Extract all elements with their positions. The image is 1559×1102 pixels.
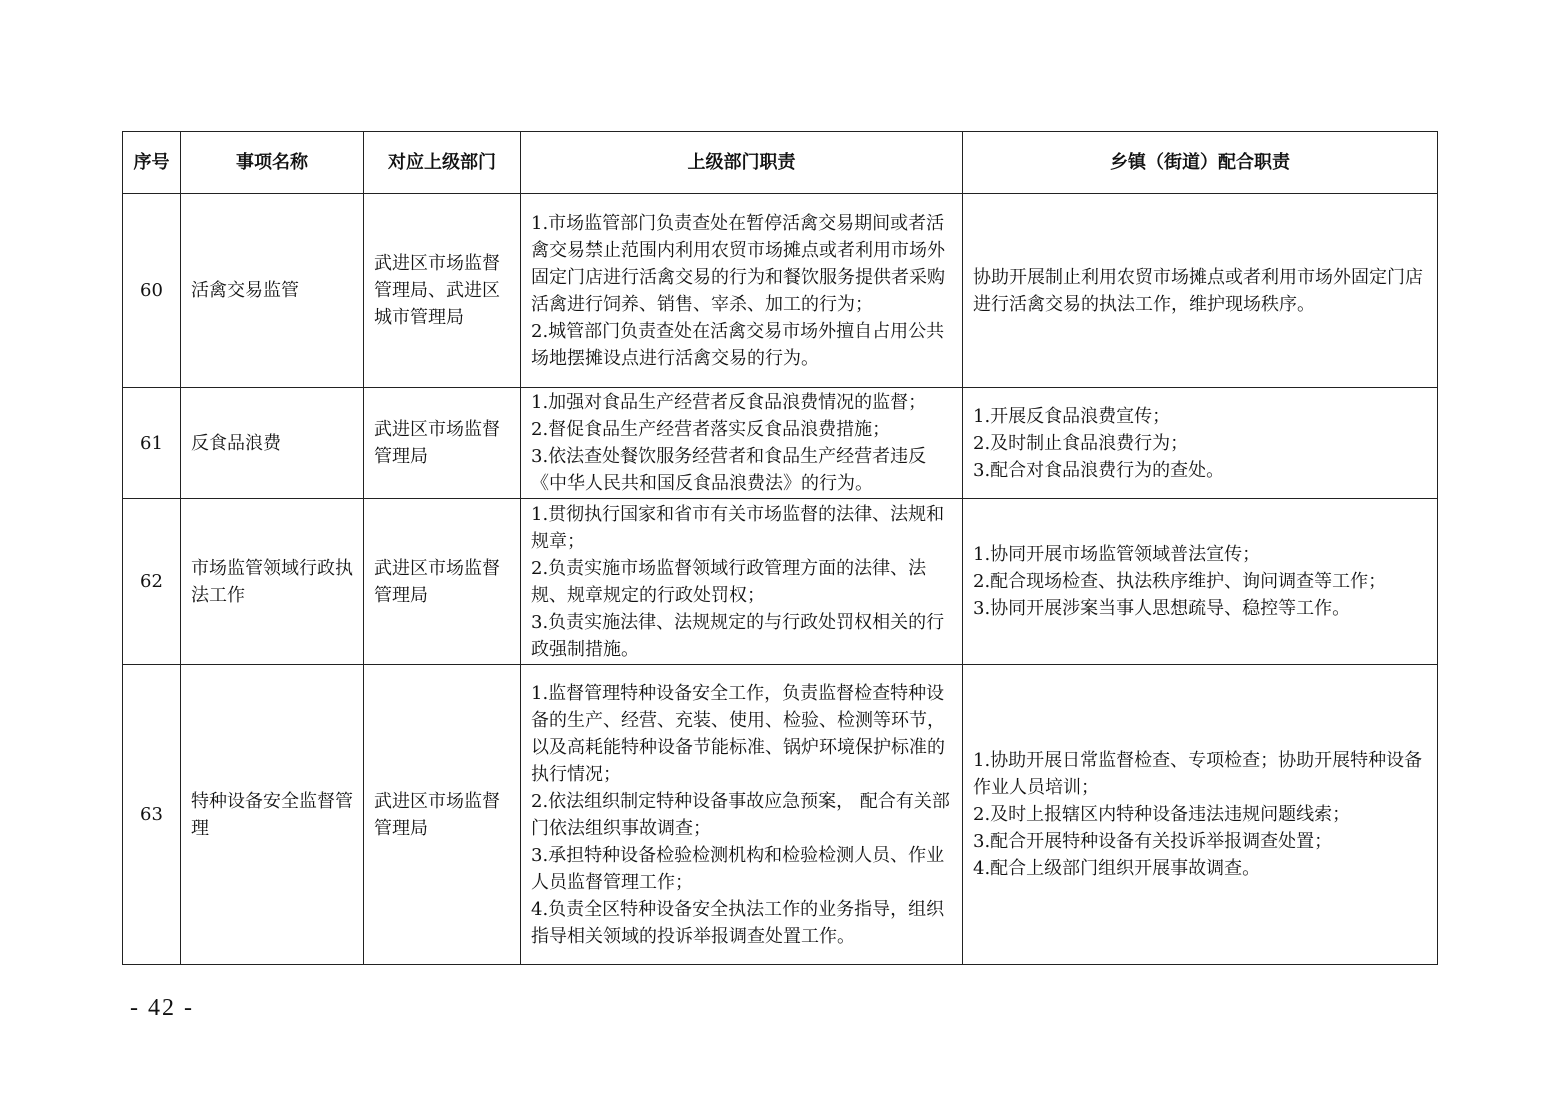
- header-upper-dept: 对应上级部门: [364, 132, 521, 194]
- duty-line: 4.负责全区特种设备安全执法工作的业务指导，组织指导相关领域的投诉举报调查处置工作。: [531, 898, 945, 947]
- row-item-name: 活禽交易监管: [181, 194, 364, 388]
- duty-line: 4.配合上级部门组织开展事故调查。: [973, 858, 1261, 879]
- row-upper-duties: [521, 499, 963, 665]
- duty-line: 2.城管部门负责查处在活禽交易市场外擅自占用公共场地摆摊设点进行活禽交易的行为。: [531, 320, 945, 369]
- row-upper-dept: 武进区市场监督管理局: [364, 388, 521, 499]
- duty-line: 2.及时制止食品浪费行为；: [973, 432, 1189, 454]
- table-row: [123, 499, 1438, 665]
- row-item-name: 特种设备安全监督管理: [181, 665, 364, 965]
- row-upper-duties: [521, 194, 963, 388]
- duty-line: 1.监督管理特种设备安全工作，负责监督检查特种设备的生产、经营、充装、使用、检验、检测等环节，以及高耗能特种设备节能标准、锅炉环境保护标准的执行情况；: [531, 682, 945, 785]
- duty-line: 1.贯彻执行国家和省市有关市场监督的法律、法规和规章；: [531, 503, 945, 552]
- duty-line: 1.市场监管部门负责查处在暂停活禽交易期间或者活禽交易禁止范围内利用农贸市场摊点或者利用市场外固定门店进行活禽交易的行为和餐饮服务提供者采购活禽进行饲养、销售、宰杀、加工的行为；: [531, 212, 945, 315]
- row-upper-dept: 武进区市场监督管理局: [364, 665, 521, 965]
- table-header-row: [123, 132, 1438, 194]
- duty-line: 2.负责实施市场监督领域行政管理方面的法律、法规、规章规定的行政处罚权；: [531, 557, 927, 606]
- row-serial: 60: [123, 194, 181, 388]
- row-item-name: 反食品浪费: [181, 388, 364, 499]
- row-upper-dept: 武进区市场监督管理局、武进区城市管理局: [364, 194, 521, 388]
- duty-line: 3.依法查处餐饮服务经营者和食品生产经营者违反《中华人民共和国反食品浪费法》的行为。: [531, 446, 927, 494]
- header-town-duties: 乡镇（街道）配合职责: [963, 132, 1438, 194]
- row-serial: 63: [123, 665, 181, 965]
- duty-line: 1.协同开展市场监管领域普法宣传；: [973, 544, 1261, 565]
- duty-line: 3.负责实施法律、法规规定的与行政处罚权相关的行政强制措施。: [531, 611, 945, 660]
- duty-line: 2.配合现场检查、执法秩序维护、询问调查等工作；: [973, 571, 1387, 592]
- row-item-name: 市场监管领域行政执法工作: [181, 499, 364, 665]
- duty-line: 2.依法组织制定特种设备事故应急预案， 配合有关部门依法组织事故调查；: [531, 790, 950, 839]
- row-town-duties: [963, 388, 1438, 499]
- row-upper-duties: [521, 665, 963, 965]
- row-town-duties: [963, 665, 1438, 965]
- table-row: [123, 665, 1438, 965]
- row-serial: 61: [123, 388, 181, 499]
- duty-line: 协助开展制止利用农贸市场摊点或者利用市场外固定门店进行活禽交易的执法工作，维护现场秩序。: [973, 266, 1423, 315]
- header-upper-duties: 上级部门职责: [521, 132, 963, 194]
- duty-line: 1.协助开展日常监督检查、专项检查；协助开展特种设备作业人员培训；: [973, 750, 1423, 798]
- page-number: - 42 -: [130, 995, 194, 1021]
- duties-table: [122, 131, 1438, 965]
- table-row: [123, 194, 1438, 388]
- duty-line: 3.配合对食品浪费行为的查处。: [973, 459, 1225, 481]
- duty-line: 3.配合开展特种设备有关投诉举报调查处置；: [973, 831, 1333, 852]
- row-town-duties: [963, 194, 1438, 388]
- row-town-duties: [963, 499, 1438, 665]
- row-serial: 62: [123, 499, 181, 665]
- duty-line: 3.协同开展涉案当事人思想疏导、稳控等工作。: [973, 598, 1351, 619]
- header-item-name: 事项名称: [181, 132, 364, 194]
- duty-line: 1.加强对食品生产经营者反食品浪费情况的监督；: [531, 392, 927, 413]
- row-upper-dept: 武进区市场监督管理局: [364, 499, 521, 665]
- duty-line: 2.及时上报辖区内特种设备违法违规问题线索；: [973, 804, 1351, 825]
- header-serial: 序号: [123, 132, 181, 194]
- duty-line: 2.督促食品生产经营者落实反食品浪费措施；: [531, 419, 891, 440]
- duty-line: 1.开展反食品浪费宣传；: [973, 405, 1171, 427]
- duty-line: 3.承担特种设备检验检测机构和检验检测人员、作业人员监督管理工作；: [531, 844, 945, 893]
- row-upper-duties: [521, 388, 963, 499]
- table-row: [123, 388, 1438, 499]
